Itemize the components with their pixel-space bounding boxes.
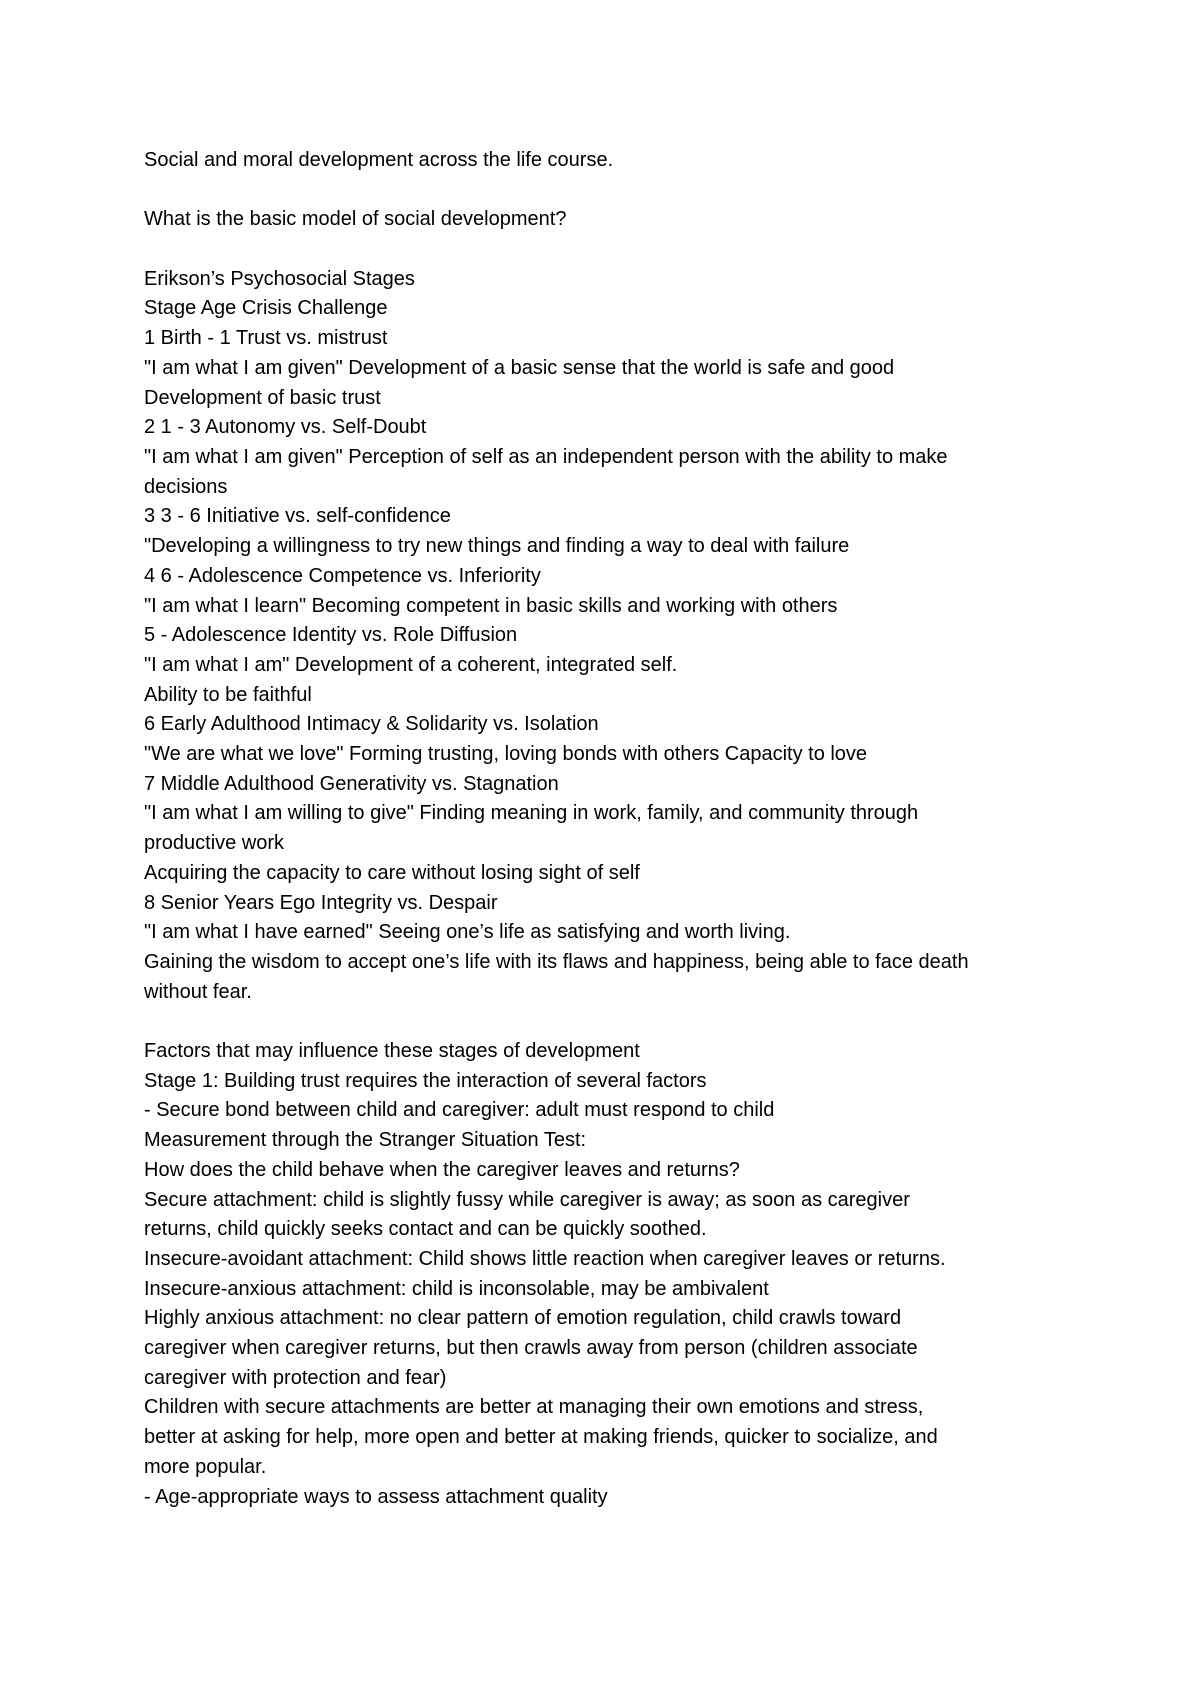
text-line: returns, child quickly seeks contact and can be quickly soothed. [144,1218,707,1241]
text-line: Acquiring the capacity to care without losing sight of self [144,861,640,884]
text-line: without fear. [144,980,252,1003]
text-line: "I am what I am given" Development of a basic sense that the world is safe and good [144,356,895,379]
text-line: Insecure-avoidant attachment: Child shows little reaction when caregiver leaves or returns. [144,1247,946,1270]
text-line: 5 - Adolescence Identity vs. Role Diffusion [144,624,518,647]
blank-line [144,176,1074,206]
factors-heading: Factors that may influence these stages of development [144,1040,640,1063]
text-line: Children with secure attachments are better at managing their own emotions and stress, [144,1396,924,1419]
text-line: Gaining the wisdom to accept one’s life with its flaws and happiness, being able to face death [144,950,969,973]
text-line: better at asking for help, more open and better at making friends, quicker to socialize, and [144,1426,938,1449]
text-line: - Age-appropriate ways to assess attachment quality [144,1485,608,1508]
text-line: 6 Early Adulthood Intimacy & Solidarity vs. Isolation [144,713,599,736]
text-line: Highly anxious attachment: no clear pattern of emotion regulation, child crawls toward [144,1307,902,1330]
text-line: - Secure bond between child and caregiver: adult must respond to child [144,1099,775,1122]
text-line: caregiver with protection and fear) [144,1366,447,1389]
text-line: Secure attachment: child is slightly fussy while caregiver is away; as soon as caregiver [144,1188,910,1211]
text-line: "I am what I learn" Becoming competent in basic skills and working with others [144,594,838,617]
text-line: 1 Birth - 1 Trust vs. mistrust [144,327,388,350]
text-line: 8 Senior Years Ego Integrity vs. Despair [144,891,498,914]
text-line: decisions [144,475,228,498]
text-line: How does the child behave when the caregiver leaves and returns? [144,1158,740,1181]
text-line: Insecure-anxious attachment: child is inconsolable, may be ambivalent [144,1277,769,1300]
text-line: Stage 1: Building trust requires the interaction of several factors [144,1069,707,1092]
text-line: "Developing a willingness to try new things and finding a way to deal with failure [144,535,850,558]
text-line: "I am what I have earned" Seeing one’s life as satisfying and worth living. [144,921,791,944]
blank-line [144,1007,1074,1037]
text-line: Measurement through the Stranger Situation Test: [144,1129,587,1152]
text-line: caregiver when caregiver returns, but then crawls away from person (children associate [144,1337,918,1360]
text-line: more popular. [144,1455,267,1478]
text-line: "We are what we love" Forming trusting, loving bonds with others Capacity to love [144,743,868,766]
document-title: Social and moral development across the life course. [144,149,614,171]
text-line: 4 6 - Adolescence Competence vs. Inferiority [144,564,541,587]
blank-line [144,235,1074,265]
text-line: Ability to be faithful [144,683,312,706]
erikson-stages-list [144,324,1074,1007]
text-line: Development of basic trust [144,386,381,409]
document-question: What is the basic model of social development? [144,208,567,231]
text-line: "I am what I am willing to give" Finding meaning in work, family, and community through [144,802,919,825]
text-line: 7 Middle Adulthood Generativity vs. Stagnation [144,772,559,795]
text-line: 2 1 - 3 Autonomy vs. Self-Doubt [144,416,427,439]
text-line: 3 3 - 6 Initiative vs. self-confidence [144,505,451,528]
text-line: "I am what I am" Development of a coherent, integrated self. [144,653,678,676]
text-line: productive work [144,832,285,855]
erikson-heading: Erikson’s Psychosocial Stages [144,267,415,290]
document-body [144,146,1074,1512]
text-line: "I am what I am given" Perception of self as an independent person with the ability to make [144,446,948,468]
erikson-table-header: Stage Age Crisis Challenge [144,297,388,320]
factors-list [144,1067,1074,1513]
